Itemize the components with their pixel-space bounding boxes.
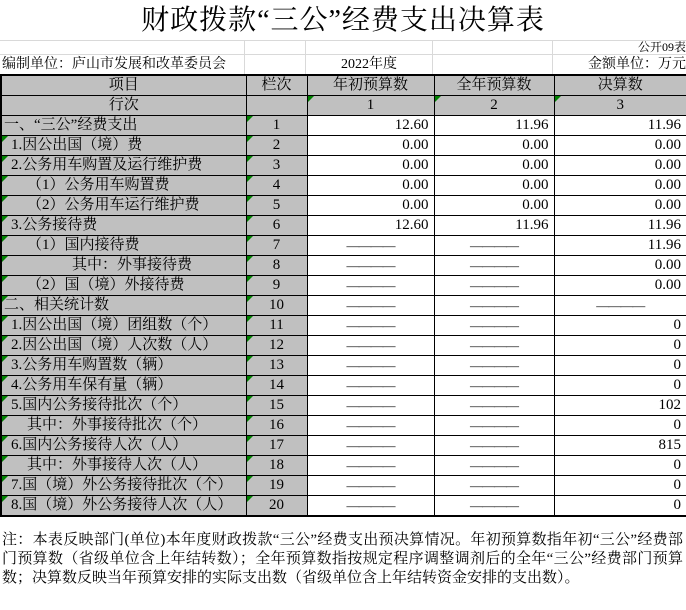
row-label: 二、相关统计数 bbox=[1, 296, 246, 316]
meta-spacer bbox=[433, 41, 553, 54]
green-corner-marker-icon bbox=[247, 156, 253, 162]
header-initial-budget: 年初预算数 bbox=[307, 75, 434, 96]
table-row bbox=[1, 116, 686, 136]
cell-initial-budget: ———— bbox=[307, 476, 434, 496]
cell-annual-budget: 11.96 bbox=[434, 216, 554, 236]
cell-final-accounts: 0 bbox=[554, 476, 686, 496]
amount-unit: 金额单位：万元 bbox=[588, 57, 686, 72]
sheet-number: 公开09表 bbox=[637, 41, 686, 54]
green-corner-marker-icon bbox=[2, 136, 8, 142]
row-label: （1）国内接待费 bbox=[1, 236, 246, 256]
row-line-number: 17 bbox=[246, 436, 307, 456]
cell-initial-budget: ———— bbox=[307, 416, 434, 436]
cell-initial-budget: ———— bbox=[307, 396, 434, 416]
cell-final-accounts: 0 bbox=[554, 316, 686, 336]
green-corner-marker-icon bbox=[247, 236, 253, 242]
cell-annual-budget: ———— bbox=[434, 376, 554, 396]
green-corner-marker-icon bbox=[2, 476, 8, 482]
table-row bbox=[1, 196, 686, 216]
row-label: （1）公务用车购置费 bbox=[1, 176, 246, 196]
cell-final-accounts: 0.00 bbox=[554, 136, 686, 156]
cell-initial-budget: ———— bbox=[307, 236, 434, 256]
cell-final-accounts: 0.00 bbox=[554, 276, 686, 296]
green-corner-marker-icon bbox=[2, 396, 8, 402]
green-corner-marker-icon bbox=[308, 96, 314, 102]
meta-spacer bbox=[0, 41, 245, 54]
green-corner-marker-icon bbox=[247, 176, 253, 182]
row-label: 一、“三公”经费支出 bbox=[1, 116, 246, 136]
green-corner-marker-icon bbox=[247, 396, 253, 402]
green-corner-marker-icon bbox=[2, 376, 8, 382]
header-column-index: 栏次 bbox=[246, 75, 307, 96]
cell-initial-budget: 0.00 bbox=[307, 156, 434, 176]
table-row bbox=[1, 276, 686, 296]
cell-annual-budget: ———— bbox=[434, 236, 554, 256]
three-public-expense-table bbox=[0, 74, 686, 517]
table-row bbox=[1, 356, 686, 376]
cell-annual-budget: ———— bbox=[434, 316, 554, 336]
row-line-number: 14 bbox=[246, 376, 307, 396]
table-row bbox=[1, 456, 686, 476]
row-line-number: 1 bbox=[246, 116, 307, 136]
row-line-number: 10 bbox=[246, 296, 307, 316]
table-row bbox=[1, 496, 686, 517]
row-label: 8.国（境）外公务接待人次（人） bbox=[1, 496, 246, 517]
green-corner-marker-icon bbox=[2, 196, 8, 202]
green-corner-marker-icon bbox=[2, 256, 8, 262]
row-line-number: 15 bbox=[246, 396, 307, 416]
row-label: 6.国内公务接待人次（人） bbox=[1, 436, 246, 456]
table-row bbox=[1, 236, 686, 256]
row-line-number: 2 bbox=[246, 136, 307, 156]
cell-final-accounts: 0 bbox=[554, 356, 686, 376]
green-corner-marker-icon bbox=[247, 436, 253, 442]
table-row bbox=[1, 396, 686, 416]
green-corner-marker-icon bbox=[2, 176, 8, 182]
prepared-by-label: 编制单位：庐山市发展和改革委员会 bbox=[0, 55, 245, 74]
header-annual-budget: 全年预算数 bbox=[434, 75, 554, 96]
row-label: 3.公务接待费 bbox=[1, 216, 246, 236]
row-label: 2.公务用车购置及运行维护费 bbox=[1, 156, 246, 176]
table-row bbox=[1, 476, 686, 496]
row-label: 1.因公出国（境）团组数（个） bbox=[1, 316, 246, 336]
green-corner-marker-icon bbox=[247, 356, 253, 362]
cell-annual-budget: 0.00 bbox=[434, 136, 554, 156]
cell-initial-budget: ———— bbox=[307, 256, 434, 276]
fiscal-year: 2022年度 bbox=[306, 55, 433, 74]
subheader-line-label: 行次 bbox=[1, 96, 246, 116]
cell-annual-budget: ———— bbox=[434, 396, 554, 416]
row-label: （2）公务用车运行维护费 bbox=[1, 196, 246, 216]
cell-initial-budget: ———— bbox=[307, 336, 434, 356]
table-row bbox=[1, 156, 686, 176]
cell-annual-budget: ———— bbox=[434, 336, 554, 356]
cell-final-accounts: 11.96 bbox=[554, 236, 686, 256]
cell-annual-budget: ———— bbox=[434, 436, 554, 456]
row-line-number: 9 bbox=[246, 276, 307, 296]
row-line-number: 11 bbox=[246, 316, 307, 336]
cell-final-accounts: 0.00 bbox=[554, 196, 686, 216]
row-line-number: 13 bbox=[246, 356, 307, 376]
cell-annual-budget: 11.96 bbox=[434, 116, 554, 136]
row-line-number: 4 bbox=[246, 176, 307, 196]
cell-initial-budget: ———— bbox=[307, 436, 434, 456]
subheader-col-2 bbox=[434, 96, 554, 116]
sheet-number-row bbox=[0, 40, 686, 54]
cell-initial-budget: 0.00 bbox=[307, 136, 434, 156]
row-line-number: 19 bbox=[246, 476, 307, 496]
cell-final-accounts: 0 bbox=[554, 416, 686, 436]
row-line-number: 16 bbox=[246, 416, 307, 436]
cell-final-accounts: 0.00 bbox=[554, 256, 686, 276]
cell-initial-budget: ———— bbox=[307, 316, 434, 336]
row-line-number: 8 bbox=[246, 256, 307, 276]
cell-initial-budget: ———— bbox=[307, 356, 434, 376]
green-corner-marker-icon bbox=[247, 416, 253, 422]
cell-initial-budget: ———— bbox=[307, 496, 434, 517]
green-corner-marker-icon bbox=[2, 416, 8, 422]
row-line-number: 6 bbox=[246, 216, 307, 236]
row-label: （2）国（境）外接待费 bbox=[1, 276, 246, 296]
cell-final-accounts: 0 bbox=[554, 336, 686, 356]
table-row bbox=[1, 436, 686, 456]
cell-final-accounts: 102 bbox=[554, 396, 686, 416]
subheader-col-2-text: 2 bbox=[490, 97, 498, 113]
cell-annual-budget: ———— bbox=[434, 256, 554, 276]
green-corner-marker-icon bbox=[2, 456, 8, 462]
cell-annual-budget: ———— bbox=[434, 496, 554, 517]
cell-final-accounts: ———— bbox=[554, 296, 686, 316]
table-row bbox=[1, 296, 686, 316]
cell-final-accounts: 0 bbox=[554, 496, 686, 517]
row-line-number: 3 bbox=[246, 156, 307, 176]
green-corner-marker-icon bbox=[2, 236, 8, 242]
green-corner-marker-icon bbox=[2, 336, 8, 342]
green-corner-marker-icon bbox=[247, 256, 253, 262]
cell-initial-budget: ———— bbox=[307, 456, 434, 476]
green-corner-marker-icon bbox=[2, 436, 8, 442]
table-row bbox=[1, 176, 686, 196]
row-line-number: 5 bbox=[246, 196, 307, 216]
green-corner-marker-icon bbox=[2, 216, 8, 222]
cell-annual-budget: ———— bbox=[434, 356, 554, 376]
meta-row bbox=[0, 54, 686, 74]
cell-annual-budget: 0.00 bbox=[434, 156, 554, 176]
meta-spacer bbox=[245, 55, 306, 74]
table-row bbox=[1, 376, 686, 396]
green-corner-marker-icon bbox=[2, 276, 8, 282]
table-row bbox=[1, 216, 686, 236]
table-body bbox=[1, 116, 686, 517]
table-row bbox=[1, 336, 686, 356]
cell-annual-budget: ———— bbox=[434, 276, 554, 296]
subheader-col-1-text: 1 bbox=[366, 97, 375, 113]
green-corner-marker-icon bbox=[2, 296, 8, 302]
table-row bbox=[1, 136, 686, 156]
meta-spacer bbox=[306, 41, 433, 54]
page-title: 财政拨款“三公”经费支出决算表 bbox=[141, 5, 545, 36]
cell-initial-budget: 0.00 bbox=[307, 196, 434, 216]
cell-annual-budget: ———— bbox=[434, 456, 554, 476]
subheader-col-3 bbox=[554, 96, 686, 116]
cell-final-accounts: 815 bbox=[554, 436, 686, 456]
cell-annual-budget: 0.00 bbox=[434, 196, 554, 216]
cell-initial-budget: ———— bbox=[307, 296, 434, 316]
cell-final-accounts: 0.00 bbox=[554, 176, 686, 196]
header-row bbox=[1, 75, 686, 96]
green-corner-marker-icon bbox=[555, 96, 561, 102]
row-line-number: 20 bbox=[246, 496, 307, 517]
green-corner-marker-icon bbox=[247, 316, 253, 322]
row-label: 其中：外事接待人次（人） bbox=[1, 456, 246, 476]
table-row bbox=[1, 316, 686, 336]
green-corner-marker-icon bbox=[247, 216, 253, 222]
cell-annual-budget: ———— bbox=[434, 476, 554, 496]
subheader-col-1 bbox=[307, 96, 434, 116]
cell-initial-budget: 0.00 bbox=[307, 176, 434, 196]
green-corner-marker-icon bbox=[247, 496, 253, 502]
row-label: 5.国内公务接待批次（个） bbox=[1, 396, 246, 416]
cell-initial-budget: ———— bbox=[307, 376, 434, 396]
green-corner-marker-icon bbox=[435, 96, 441, 102]
row-label: 其中：外事接待费 bbox=[1, 256, 246, 276]
subheader-row bbox=[1, 96, 686, 116]
subheader-blank bbox=[246, 96, 307, 116]
row-label: 1.因公出国（境）费 bbox=[1, 136, 246, 156]
green-corner-marker-icon bbox=[2, 496, 8, 502]
footnote: 注：本表反映部门(单位)本年度财政拨款“三公”经费支出预决算情况。年初预算数指年初“三公”经费部门预算数（省级单位含上年结转数）；全年预算数指按规定程序调整调剂后的全年“三公”经费部门预算数；决算数反映当年预算安排的实际支出数（省级单位含上年结转资金安排的支出数）。 bbox=[2, 532, 683, 586]
table-row bbox=[1, 416, 686, 436]
row-label: 4.公务用车保有量（辆） bbox=[1, 376, 246, 396]
subheader-col-3-text: 3 bbox=[616, 97, 624, 113]
green-corner-marker-icon bbox=[247, 136, 253, 142]
row-label: 3.公务用车购置数（辆） bbox=[1, 356, 246, 376]
row-label: 其中：外事接待批次（个） bbox=[1, 416, 246, 436]
green-corner-marker-icon bbox=[2, 156, 8, 162]
green-corner-marker-icon bbox=[2, 356, 8, 362]
header-final-accounts: 决算数 bbox=[554, 75, 686, 96]
row-label: 2.因公出国（境）人次数（人） bbox=[1, 336, 246, 356]
table-row bbox=[1, 256, 686, 276]
green-corner-marker-icon bbox=[247, 376, 253, 382]
green-corner-marker-icon bbox=[247, 116, 253, 122]
cell-annual-budget: ———— bbox=[434, 416, 554, 436]
cell-annual-budget: 0.00 bbox=[434, 176, 554, 196]
cell-final-accounts: 0 bbox=[554, 456, 686, 476]
row-line-number: 18 bbox=[246, 456, 307, 476]
cell-initial-budget: 12.60 bbox=[307, 216, 434, 236]
row-line-number: 7 bbox=[246, 236, 307, 256]
meta-spacer bbox=[433, 55, 553, 74]
green-corner-marker-icon bbox=[247, 196, 253, 202]
meta-spacer bbox=[245, 41, 306, 54]
green-corner-marker-icon bbox=[247, 276, 253, 282]
header-item: 项目 bbox=[1, 75, 246, 96]
green-corner-marker-icon bbox=[2, 316, 8, 322]
cell-final-accounts: 11.96 bbox=[554, 216, 686, 236]
green-corner-marker-icon bbox=[247, 456, 253, 462]
cell-final-accounts: 11.96 bbox=[554, 116, 686, 136]
cell-annual-budget: ———— bbox=[434, 296, 554, 316]
green-corner-marker-icon bbox=[247, 476, 253, 482]
cell-initial-budget: 12.60 bbox=[307, 116, 434, 136]
row-label: 7.国（境）外公务接待批次（个） bbox=[1, 476, 246, 496]
green-corner-marker-icon bbox=[247, 296, 253, 302]
green-corner-marker-icon bbox=[247, 336, 253, 342]
row-line-number: 12 bbox=[246, 336, 307, 356]
cell-final-accounts: 0 bbox=[554, 376, 686, 396]
cell-initial-budget: ———— bbox=[307, 276, 434, 296]
cell-final-accounts: 0.00 bbox=[554, 156, 686, 176]
